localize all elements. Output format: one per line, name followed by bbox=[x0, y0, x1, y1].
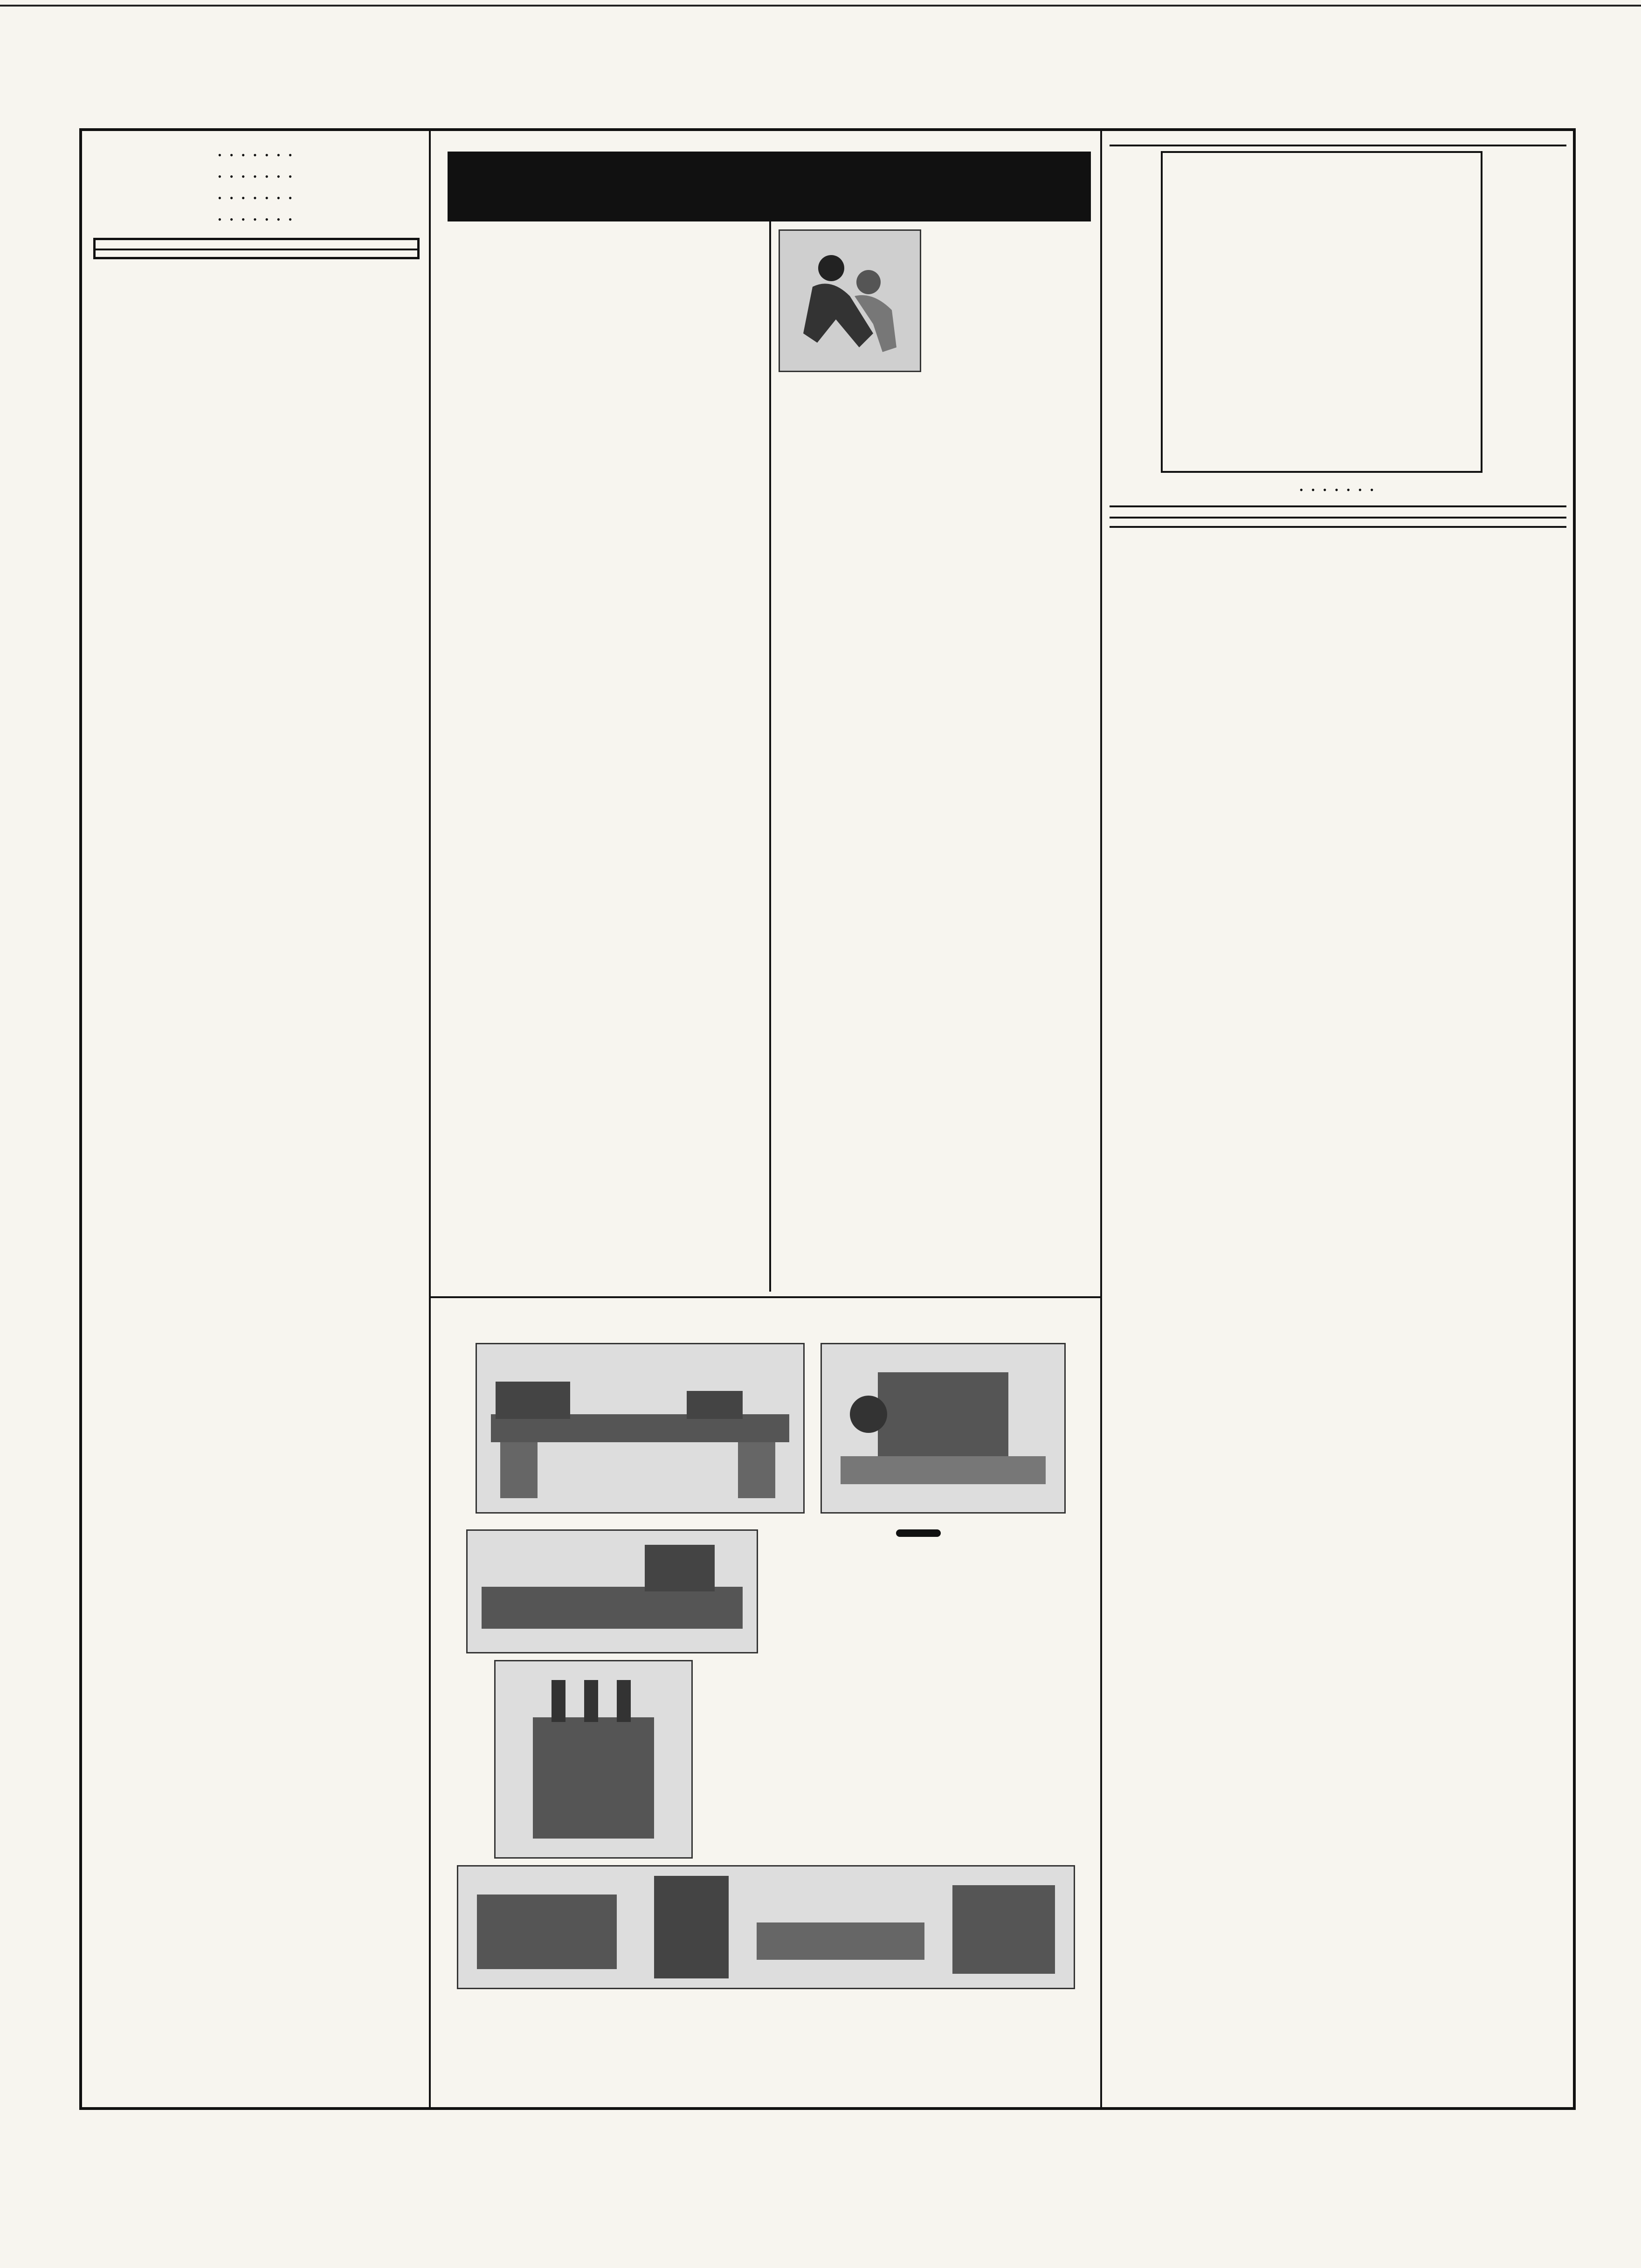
section-rule bbox=[429, 1296, 1100, 1298]
weiller-body bbox=[1110, 511, 1566, 513]
section-rule bbox=[1110, 517, 1566, 519]
column-vida-musical bbox=[93, 140, 420, 2098]
column-rule bbox=[1100, 131, 1102, 2108]
ad-lunchs-address bbox=[96, 249, 417, 252]
machinery-icon bbox=[458, 1867, 1071, 1985]
grinder-illustration bbox=[466, 1529, 758, 1653]
romar-logo-block bbox=[765, 1529, 1072, 1544]
transformer-illustration bbox=[494, 1660, 693, 1859]
ad-lunchs bbox=[93, 238, 420, 259]
ornament-divider: • • • • • • • bbox=[218, 192, 295, 204]
column-rule bbox=[769, 219, 771, 1292]
machinery-illustration bbox=[457, 1865, 1075, 1989]
wrestlers-illustration bbox=[779, 229, 921, 372]
lathe-illustration bbox=[476, 1343, 805, 1514]
ornament-divider: • • • • • • • bbox=[218, 149, 295, 161]
engine-icon bbox=[822, 1344, 1062, 1509]
ad-romar bbox=[438, 1306, 1091, 2098]
grinder-icon bbox=[468, 1531, 754, 1649]
ornament-divider: • • • • • • • bbox=[218, 214, 295, 225]
ornament-divider: • • • • • • • bbox=[218, 171, 295, 182]
section-rule bbox=[1110, 526, 1566, 528]
column-teatros-left bbox=[443, 224, 760, 1292]
lathe-icon bbox=[477, 1344, 800, 1509]
crossword-row-numbers bbox=[1138, 151, 1161, 473]
section-rule bbox=[1110, 505, 1566, 507]
crossword-grid[interactable] bbox=[1161, 151, 1482, 473]
engine-illustration bbox=[820, 1343, 1066, 1514]
top-rule bbox=[0, 5, 1641, 7]
crossword-clues bbox=[1110, 479, 1566, 483]
wrestlers-icon bbox=[780, 231, 917, 368]
section-rule bbox=[1110, 145, 1566, 146]
romar-logo bbox=[896, 1529, 941, 1537]
transformer-icon bbox=[496, 1661, 689, 1854]
crossword-puzzle bbox=[1138, 151, 1566, 473]
section-banner-teatros bbox=[448, 152, 1091, 221]
beneficencia-body bbox=[1110, 500, 1566, 502]
ornament-divider: • • • • • • • bbox=[1299, 484, 1377, 496]
column-rule bbox=[429, 131, 431, 2108]
column-right bbox=[1110, 140, 1566, 2098]
column-teatros-right bbox=[779, 224, 1096, 1292]
